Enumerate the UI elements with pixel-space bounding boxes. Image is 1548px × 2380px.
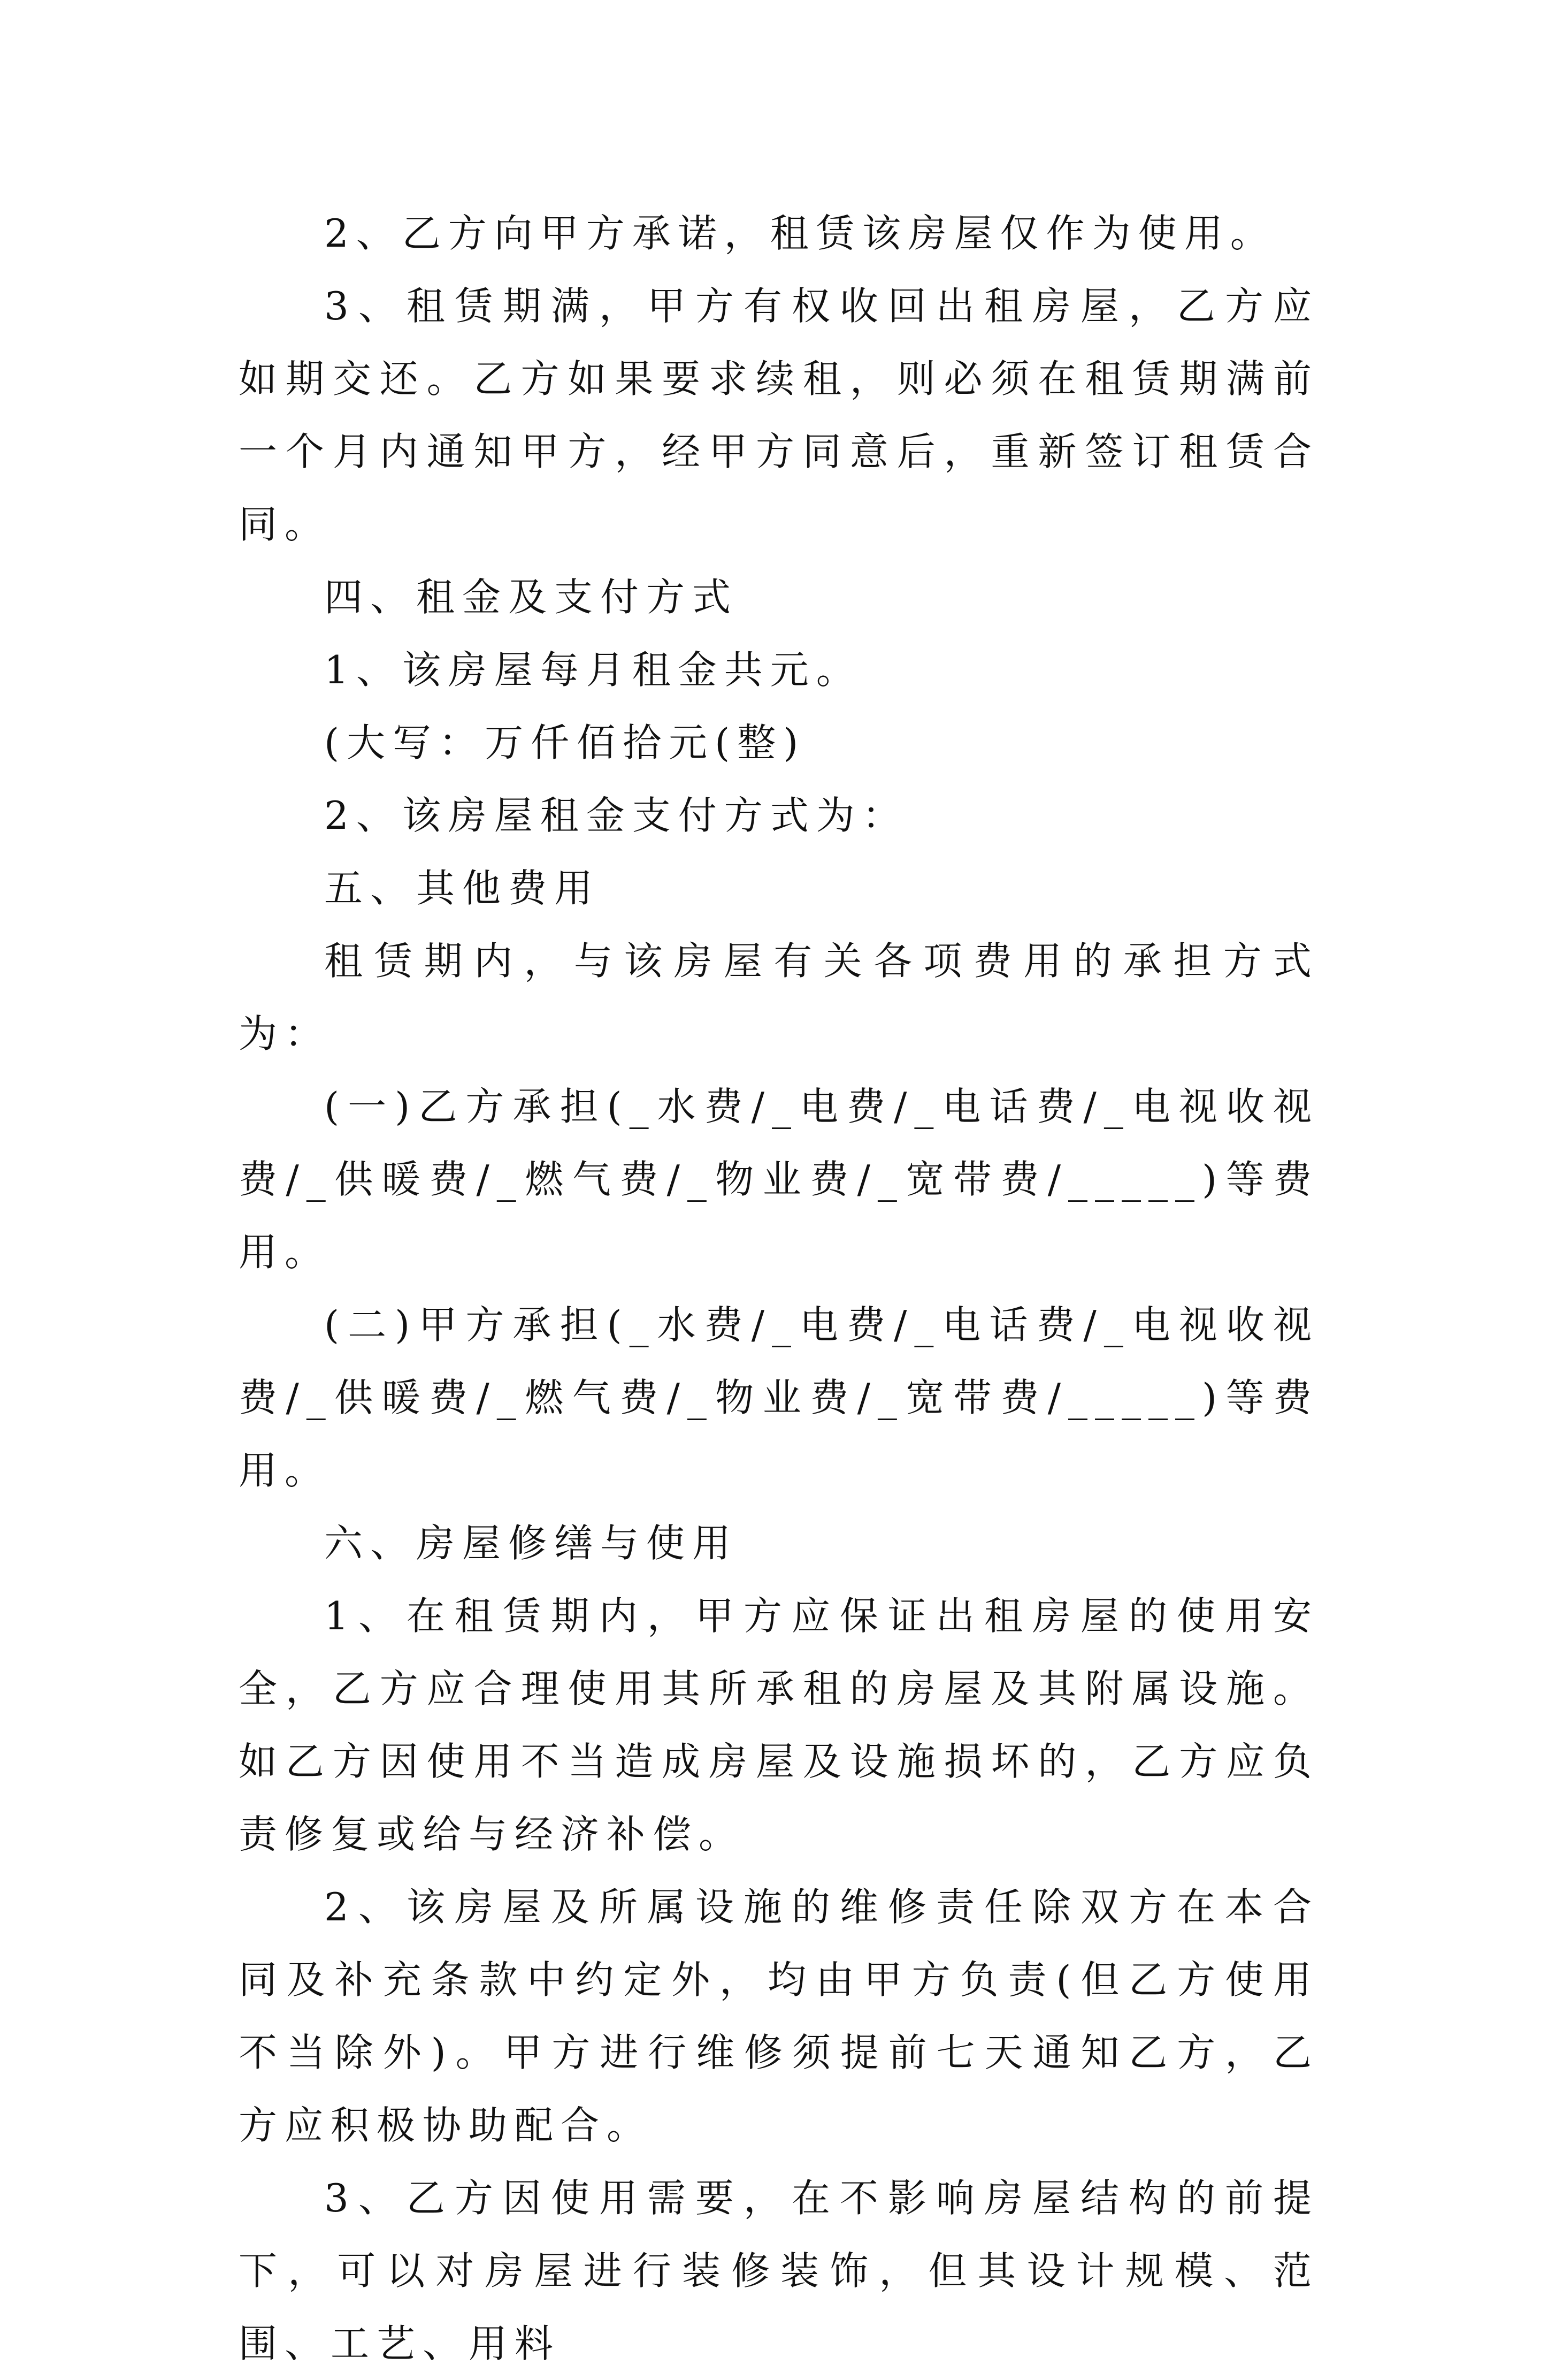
- section-heading-other-fees: 五、其他费用: [324, 866, 601, 911]
- clause-4-2: 2、该房屋租金支付方式为：: [324, 793, 908, 838]
- clause-3-3: 3、租赁期满，甲方有权收回出租房屋，乙方应如期交还。乙方如果要求续租，则必须在租赁期满前一个月内通知甲方，经甲方同意后，重新签订租赁合同。: [239, 284, 1319, 547]
- clause-5-2: (二)甲方承担(_水费/_电费/_电话费/_电视收视费/_供暖费/_燃气费/_物业费/_宽带费/_____)等费用。: [239, 1302, 1319, 1493]
- document-page: [239, 197, 1319, 2380]
- clause-4-1: 1、该房屋每月租金共元。: [324, 647, 862, 692]
- clause-6-1: 1、在租赁期内，甲方应保证出租房屋的使用安全，乙方应合理使用其所承租的房屋及其附属设施。如乙方因使用不当造成房屋及设施损坏的，乙方应负责修复或给与经济补偿。: [239, 1593, 1319, 1857]
- section-heading-repair: 六、房屋修缮与使用: [324, 1521, 739, 1566]
- clause-6-3: 3、乙方因使用需要，在不影响房屋结构的前提下，可以对房屋进行装修装饰，但其设计规模、范围、工艺、用料: [239, 2176, 1319, 2366]
- clause-3-2: 2、乙方向甲方承诺，租赁该房屋仅作为使用。: [324, 211, 1276, 256]
- clause-5-intro: 租赁期内，与该房屋有关各项费用的承担方式为：: [239, 939, 1319, 1056]
- clause-4-1-capital: (大写：万仟佰拾元(整): [324, 720, 806, 765]
- clause-5-1: (一)乙方承担(_水费/_电费/_电话费/_电视收视费/_供暖费/_燃气费/_物业费/_宽带费/_____)等费用。: [239, 1084, 1319, 1275]
- clause-6-2: 2、该房屋及所属设施的维修责任除双方在本合同及补充条款中约定外，均由甲方负责(但乙方使用不当除外)。甲方进行维修须提前七天通知乙方，乙方应积极协助配合。: [239, 1885, 1319, 2148]
- section-heading-rent: 四、租金及支付方式: [324, 575, 739, 620]
